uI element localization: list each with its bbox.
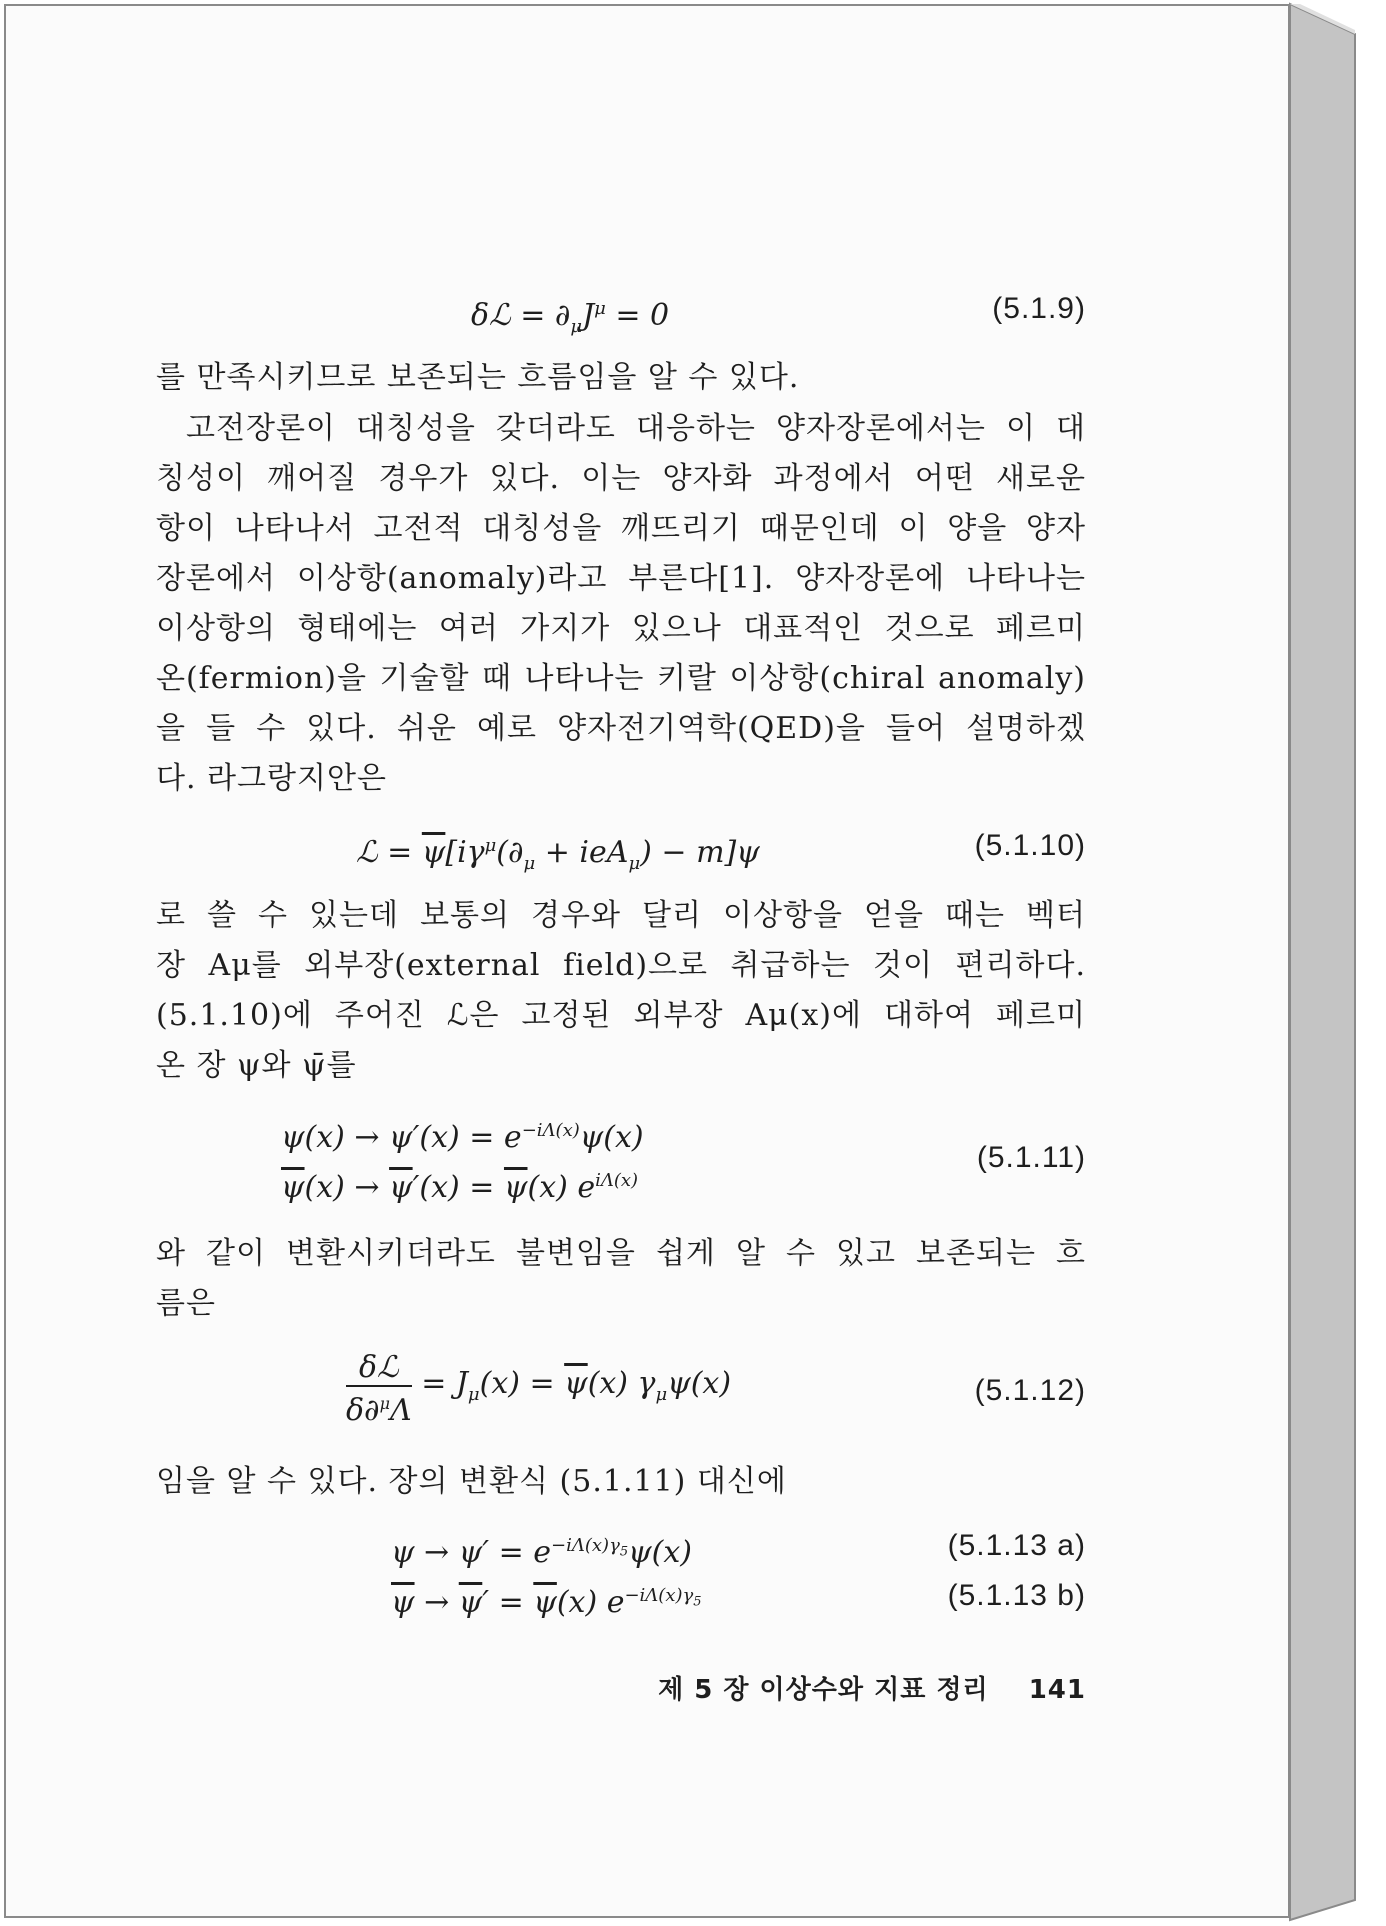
text-line: 온(fermion)을 기술할 때 나타나는 키랄 이상항(chiral anomaly) [156,661,1086,696]
text-line: 를 만족시키므로 보존되는 흐름임을 알 수 있다. [156,360,800,395]
equation-number: (5.1.11) [976,1141,1086,1174]
equation-5-1-9: δℒ = $\partial_\mu J^\mu = 0$ [471,298,670,337]
equation-5-1-10: ℒ = $\overline{\psi}[i\gamma^\mu(\partial_\mu + ieA_\mu) - m]\psi$ [356,835,760,874]
fraction-numerator: δℒ [346,1351,412,1387]
text-line: 항이 나타나서 고전적 대칭성을 깨뜨리기 때문인데 이 양을 양자 [156,511,1086,546]
equation-5-1-11-line2: $\overline{\psi}(x) \to \overline{\psi}'(x) = \overline{\psi}(x)$ $e^{i\Lambda(x)}$ [281,1170,639,1205]
text-line: 이상항의 형태에는 여러 가지가 있으나 대표적인 것으로 페르미 [156,611,1086,646]
equation-number: (5.1.10) [974,829,1086,862]
equation-5-1-13a: $\psi \to \psi' = e^{-i\Lambda(x)\gamma_5}\psi(x)$ [391,1535,692,1570]
text-line: 장론에서 이상항(anomaly)라고 부른다[1]. 양자장론에 나타나는 [156,561,1086,596]
equation-number: (5.1.13 a) [947,1529,1086,1562]
text-line: 다. 라그랑지안은 [156,761,387,796]
equation-number: (5.1.9) [992,292,1086,325]
text-line: 와 같이 변환시키더라도 불변임을 쉽게 알 수 있고 보존되는 흐 [156,1236,1086,1271]
text-line: 고전장론이 대칭성을 갖더라도 대응하는 양자장론에서는 이 대 [186,411,1086,446]
text-line: 로 쓸 수 있는데 보통의 경우와 달리 이상항을 얻을 때는 벡터 [156,898,1086,933]
equation-number: (5.1.13 b) [947,1579,1086,1612]
page-number: 141 [1028,1675,1086,1705]
text-line: 임을 알 수 있다. 장의 변환식 (5.1.11) 대신에 [156,1464,787,1499]
book-page [4,4,1290,1918]
chapter-title: 제 5 장 이상수와 지표 정리 [658,1675,989,1705]
equation-5-1-12: $\frac{\text{δℒ}}{\delta\partial^\mu\Lambda}$ = $J_\mu(x) = \overline{\psi}(x)$ $\gamma_\mu\psi(x)$ [346,1350,732,1428]
text-line: (5.1.10)에 주어진 ℒ은 고정된 외부장 Aμ(x)에 대하여 페르미 [156,998,1086,1033]
text-line: 장 Aμ를 외부장(external field)으로 취급하는 것이 편리하다. [156,948,1086,983]
text-line: 름은 [156,1286,216,1321]
text-line: 온 장 ψ와 ψ̄를 [156,1048,357,1083]
text-line: 칭성이 깨어질 경우가 있다. 이는 양자화 과정에서 어떤 새로운 [156,461,1086,496]
page-footer [156,1672,1086,1708]
text-line: 을 들 수 있다. 쉬운 예로 양자전기역학(QED)을 들어 설명하겠 [156,711,1086,746]
fraction [346,1351,412,1428]
equation-5-1-13b: $\overline{\psi} \to \overline{\psi}' = \overline{\psi}(x)$ $e^{-i\Lambda(x)\gamma_5}$ [391,1585,702,1620]
fraction-denominator: δ∂$^\mu$Λ [346,1393,412,1428]
equation-number: (5.1.12) [974,1374,1086,1407]
equation-5-1-11-line1: $\psi(x) \to \psi'(x) = e^{-i\Lambda(x)}\psi(x)$ [281,1120,644,1155]
